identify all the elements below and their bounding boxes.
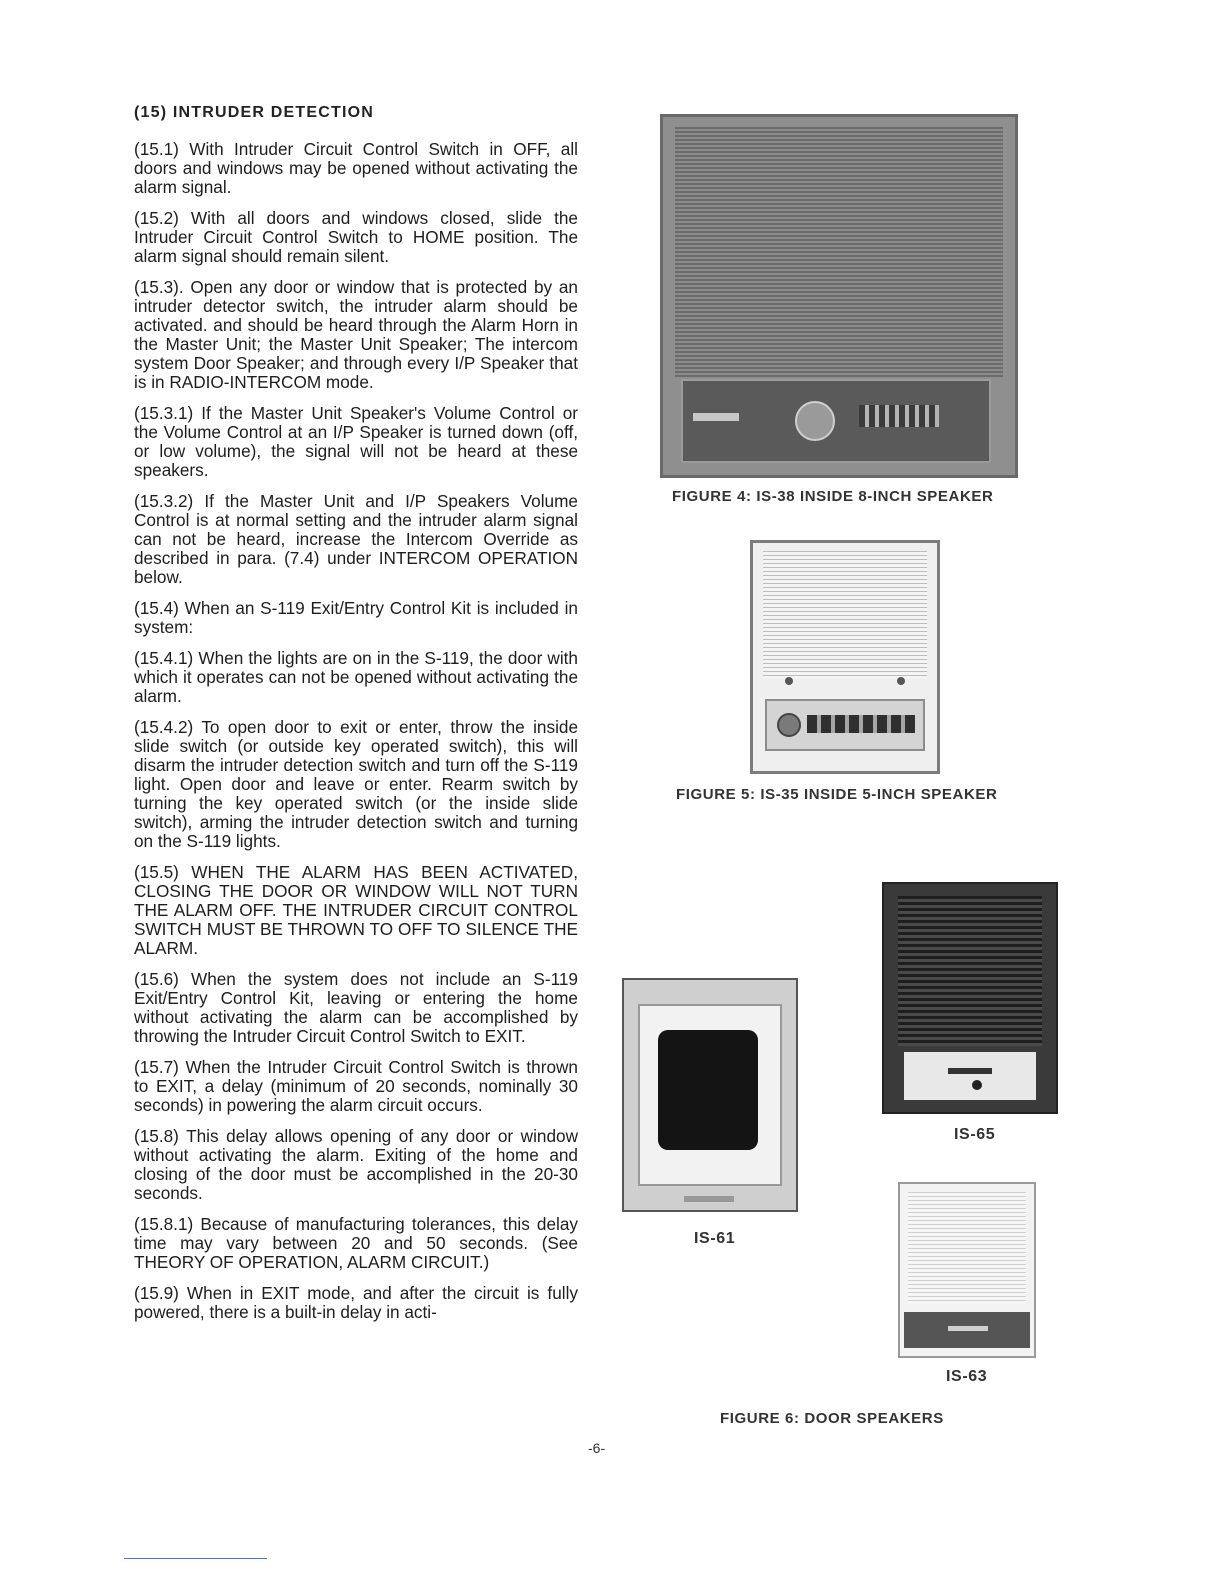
brand-plate — [693, 413, 739, 421]
is-38-speaker-photo — [660, 114, 1018, 478]
speaker-grille — [908, 1192, 1026, 1304]
volume-knob — [777, 713, 801, 737]
speaker-face — [658, 1030, 758, 1150]
volume-knob — [795, 401, 835, 441]
paragraph-15-8: (15.8) This delay allows opening of any door or window without activating the alarm. Exiting of the home and closing of the door must be accomplished in the 20-30 seconds. — [134, 1126, 578, 1203]
paragraph-15-1: (15.1) With Intruder Circuit Control Switch in OFF, all doors and windows may be opened without activating the alarm signal. — [134, 139, 578, 197]
screw — [897, 677, 905, 685]
paragraph-15-2: (15.2) With all doors and windows closed, slide the Intruder Circuit Control Switch to HOME position. The alarm signal should remain silent. — [134, 208, 578, 266]
control-panel — [765, 699, 925, 751]
paragraph-15-4-2: (15.4.2) To open door to exit or enter, throw the inside slide switch (or outside key operated switch), this will disarm the intruder detection switch and turn off the S-119 light. Open door and leave or enter. Rearm switch by turning the key operated switch (or the inside slide switch), arming the intruder detection switch and turning on the S-119 lights. — [134, 717, 578, 851]
section-heading: (15) INTRUDER DETECTION — [134, 104, 375, 121]
is-35-speaker-photo — [750, 540, 940, 774]
speaker-grille — [675, 127, 1003, 377]
paragraph-15-4: (15.4) When an S-119 Exit/Entry Control Kit is included in system: — [134, 598, 578, 637]
footer-rule — [124, 1558, 267, 1559]
control-panel — [681, 379, 991, 463]
brand-mark — [948, 1068, 992, 1074]
paragraph-15-9: (15.9) When in EXIT mode, and after the circuit is fully powered, there is a built-in delay in acti- — [134, 1283, 578, 1322]
paragraph-15-7: (15.7) When the Intruder Circuit Control Switch is thrown to EXIT, a delay (minimum of 20 seconds, nominally 30 seconds) in powering the alarm circuit occurs. — [134, 1057, 578, 1115]
figure-5-caption: FIGURE 5: IS-35 INSIDE 5-INCH SPEAKER — [676, 786, 998, 803]
screw — [785, 677, 793, 685]
housing — [638, 1004, 782, 1186]
paragraph-15-3-2: (15.3.2) If the Master Unit and I/P Speakers Volume Control is at normal setting and the intruder alarm signal can not be heard, increase the Intercom Override as described in para. (7.4) under INTERCOM OPERATION below. — [134, 491, 578, 587]
page-number: -6- — [588, 1440, 606, 1456]
speaker-grille — [763, 551, 927, 679]
selector-switch — [807, 715, 915, 733]
paragraph-15-5: (15.5) WHEN THE ALARM HAS BEEN ACTIVATED, CLOSING THE DOOR OR WINDOW WILL NOT TURN THE ALARM OFF. THE INTRUDER CIRCUIT CONTROL SWITCH MUST BE THROWN TO OFF TO SILENCE THE ALARM. — [134, 862, 578, 958]
paragraph-15-8-1: (15.8.1) Because of manufacturing tolerances, this delay time may vary between 20 and 50 seconds. (See THEORY OF OPERATION, ALARM CIRCUIT.) — [134, 1214, 578, 1272]
brand-mark — [948, 1326, 988, 1331]
text-column — [134, 104, 578, 1334]
paragraph-15-4-1: (15.4.1) When the lights are on in the S-119, the door with which it operates can not be opened without activating the alarm. — [134, 648, 578, 706]
is-61-label: IS-61 — [694, 1230, 736, 1247]
is-63-label: IS-63 — [946, 1368, 988, 1385]
figure-4-caption: FIGURE 4: IS-38 INSIDE 8-INCH SPEAKER — [672, 488, 994, 505]
paragraph-15-6: (15.6) When the system does not include an S-119 Exit/Entry Control Kit, leaving or entering the home without activating the alarm can be accomplished by throwing the Intruder Circuit Control Switch to EXIT. — [134, 969, 578, 1046]
is-65-label: IS-65 — [954, 1126, 996, 1143]
selector-switch — [859, 405, 939, 427]
paragraph-15-3-1: (15.3.1) If the Master Unit Speaker's Volume Control or the Volume Control at an I/P Speaker is turned down (off, or low volume), the signal will not be heard at these speakers. — [134, 403, 578, 480]
paragraph-15-3: (15.3). Open any door or window that is protected by an intruder detector switch, the intruder alarm should be activated. and should be heard through the Alarm Horn in the Master Unit; the Master Unit Speaker; The intercom system Door Speaker; and through every I/P Speaker that is in RADIO-INTERCOM mode. — [134, 277, 578, 392]
button-plate — [904, 1052, 1036, 1100]
figure-6-caption: FIGURE 6: DOOR SPEAKERS — [720, 1410, 944, 1427]
button-plate — [904, 1312, 1030, 1348]
call-button — [972, 1080, 982, 1090]
speaker-grille — [898, 896, 1042, 1046]
is-65-door-speaker-photo — [882, 882, 1058, 1114]
is-63-door-speaker-photo — [898, 1182, 1036, 1358]
is-61-door-speaker-photo — [622, 978, 798, 1212]
brand-mark — [684, 1196, 734, 1202]
